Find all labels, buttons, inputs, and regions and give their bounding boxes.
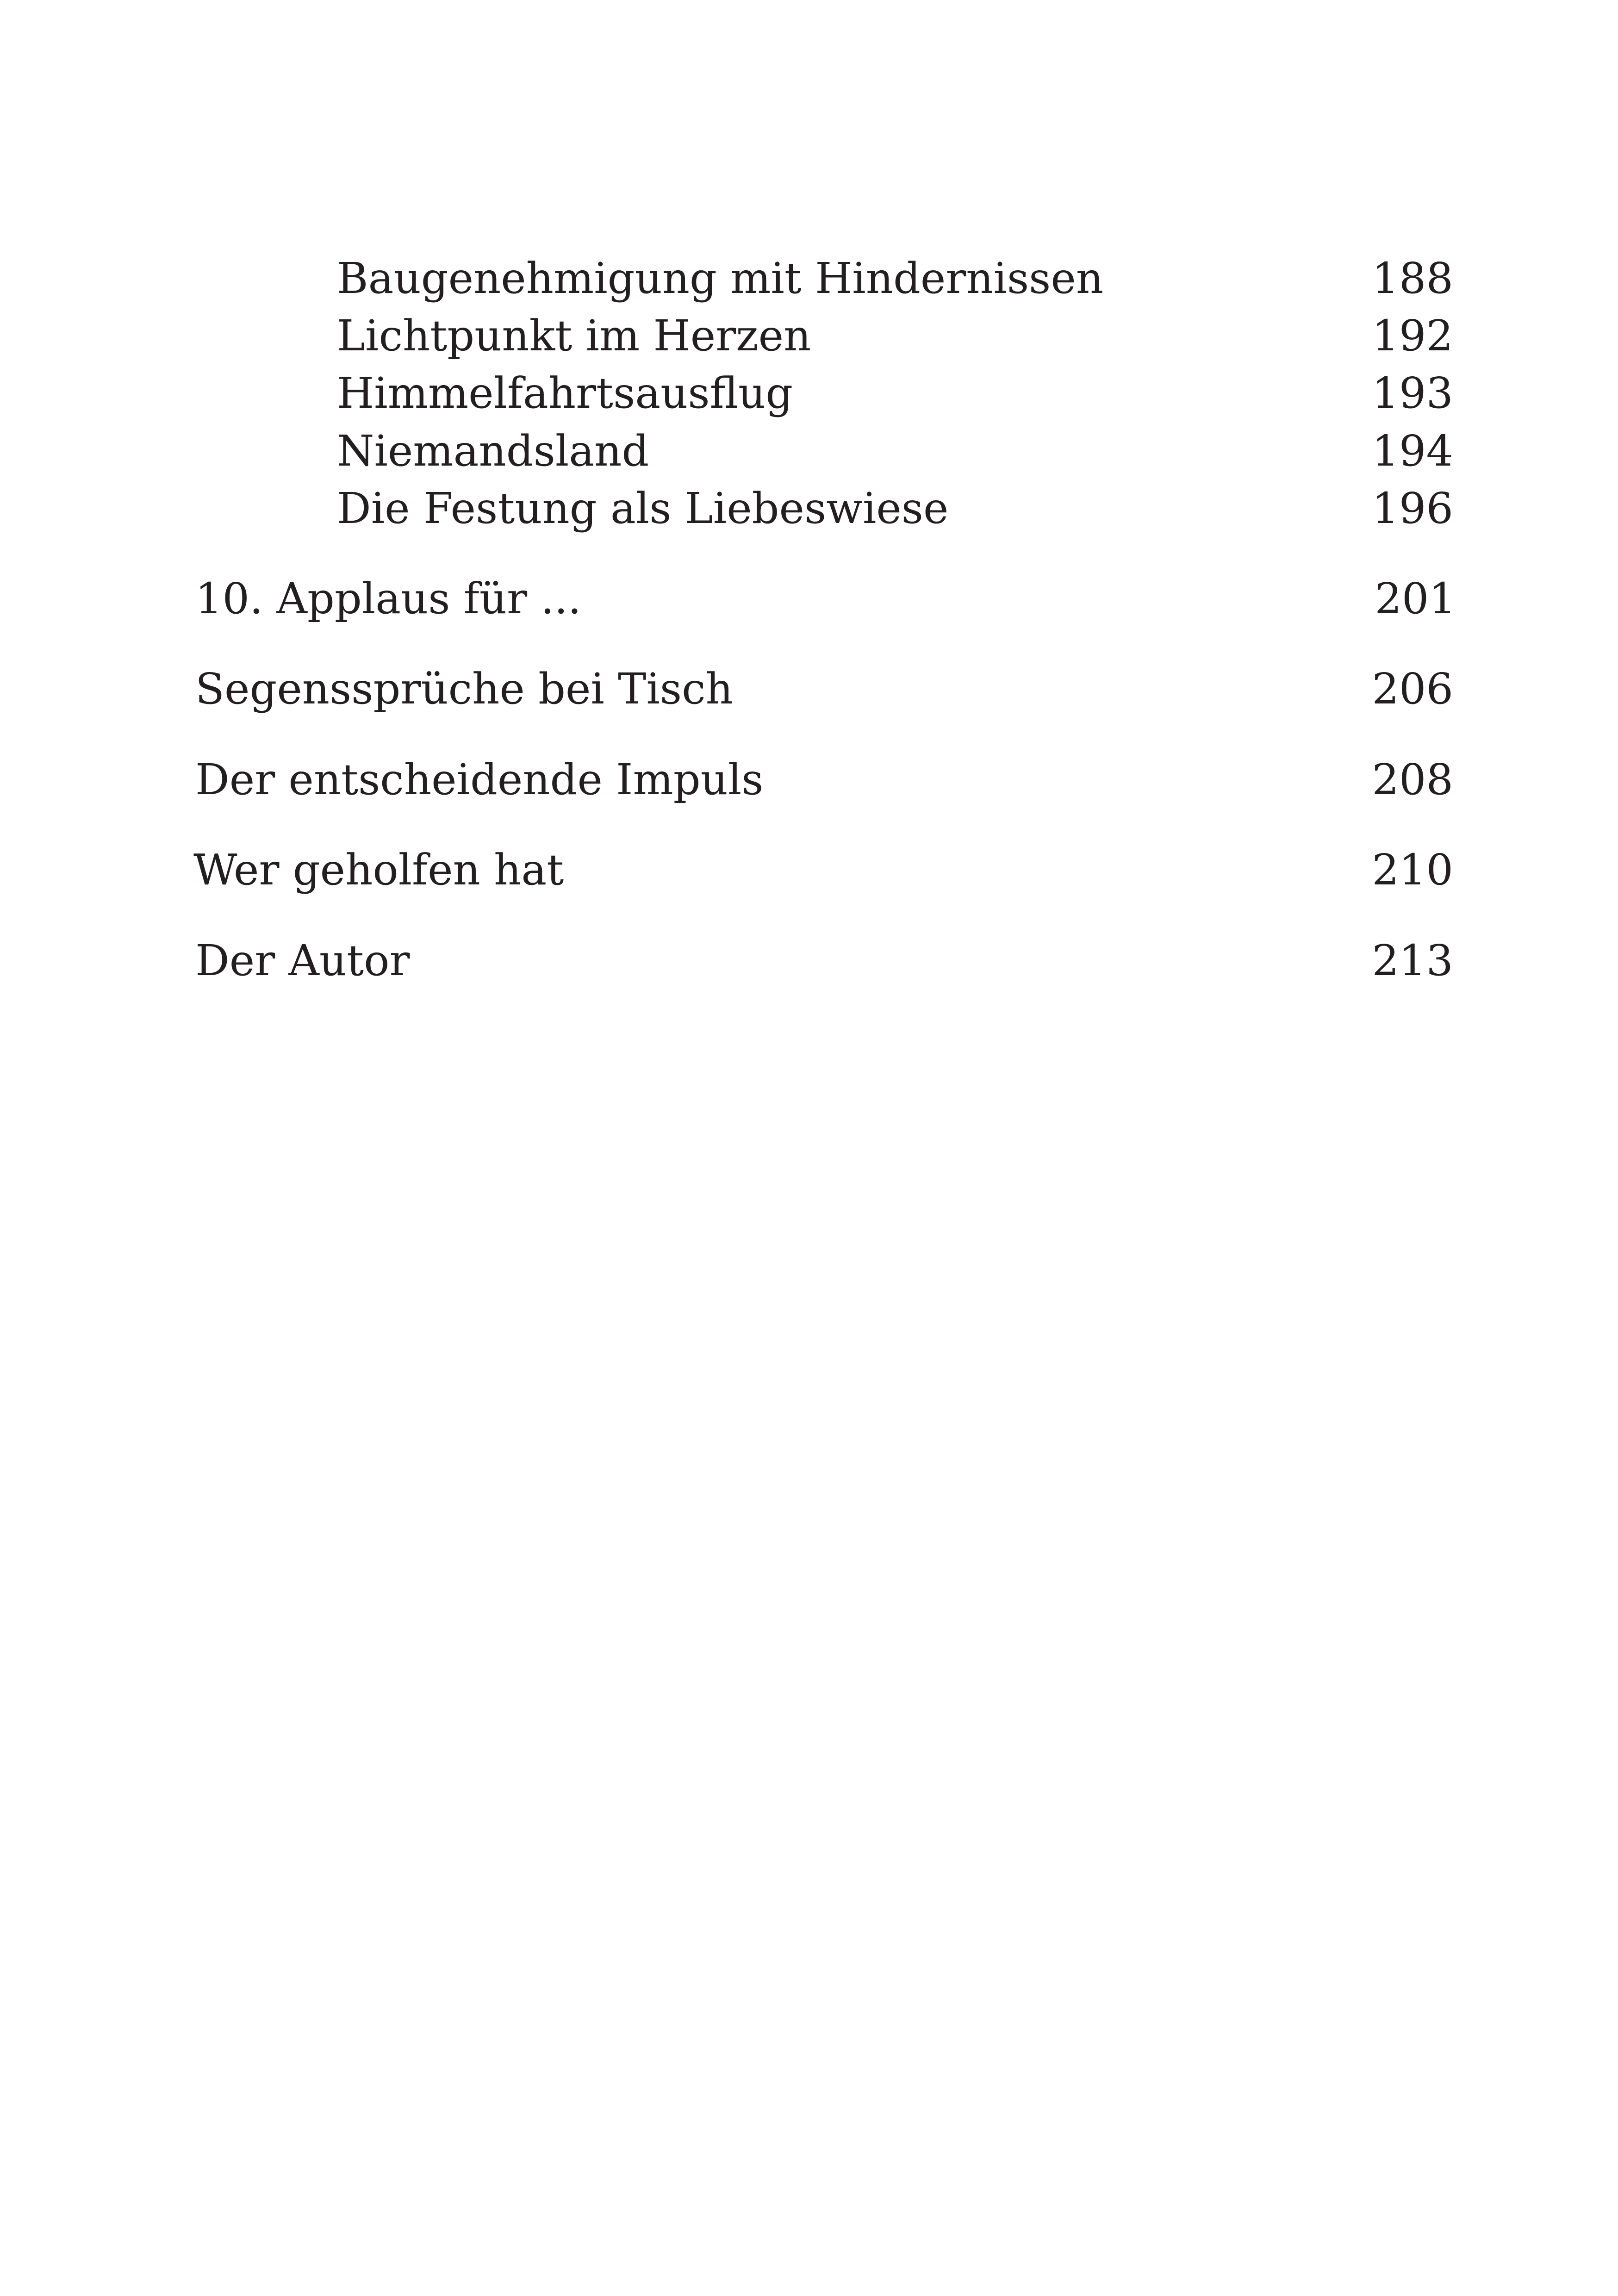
toc-entry-page-number: 201 bbox=[1375, 574, 1456, 623]
toc-entry-title: Der entscheidende Impuls bbox=[195, 755, 764, 804]
toc-entry[interactable] bbox=[0, 664, 1453, 719]
toc-entry-page-number: 208 bbox=[1372, 755, 1453, 804]
toc-entry-page-number: 210 bbox=[1372, 845, 1453, 895]
toc-entry-title: 10. Applaus für ... bbox=[195, 574, 582, 623]
toc-entry-title: Der Autor bbox=[195, 936, 410, 985]
toc-entry[interactable] bbox=[0, 484, 1453, 538]
toc-entry-page-number: 192 bbox=[1372, 311, 1453, 361]
toc-entry[interactable] bbox=[0, 254, 1453, 308]
toc-entry-page-number: 193 bbox=[1372, 368, 1453, 418]
toc-entry[interactable] bbox=[0, 936, 1453, 990]
toc-entry-title: Wer geholfen hat bbox=[193, 845, 564, 895]
toc-entry-page-number: 188 bbox=[1372, 254, 1453, 303]
toc-entry[interactable] bbox=[0, 311, 1453, 366]
toc-entry-page-number: 213 bbox=[1372, 936, 1453, 985]
toc-entry-title: Niemandsland bbox=[337, 426, 649, 476]
toc-entry-title: Segenssprüche bei Tisch bbox=[195, 664, 733, 714]
toc-entry-title: Baugenehmigung mit Hindernissen bbox=[337, 254, 1104, 303]
toc-entry[interactable] bbox=[0, 426, 1453, 481]
toc-entry[interactable] bbox=[0, 755, 1453, 809]
toc-entry-title: Himmelfahrtsausflug bbox=[337, 368, 793, 418]
toc-entry-title: Die Festung als Liebeswiese bbox=[337, 484, 949, 533]
toc-entry-page-number: 194 bbox=[1372, 426, 1453, 476]
toc-chapter-entry[interactable] bbox=[0, 574, 1456, 628]
toc-entry-page-number: 206 bbox=[1372, 664, 1453, 714]
toc-entry[interactable] bbox=[0, 368, 1453, 423]
toc-entry-title: Lichtpunkt im Herzen bbox=[337, 311, 811, 361]
toc-entry-page-number: 196 bbox=[1372, 484, 1453, 533]
toc-entry[interactable] bbox=[0, 845, 1453, 900]
